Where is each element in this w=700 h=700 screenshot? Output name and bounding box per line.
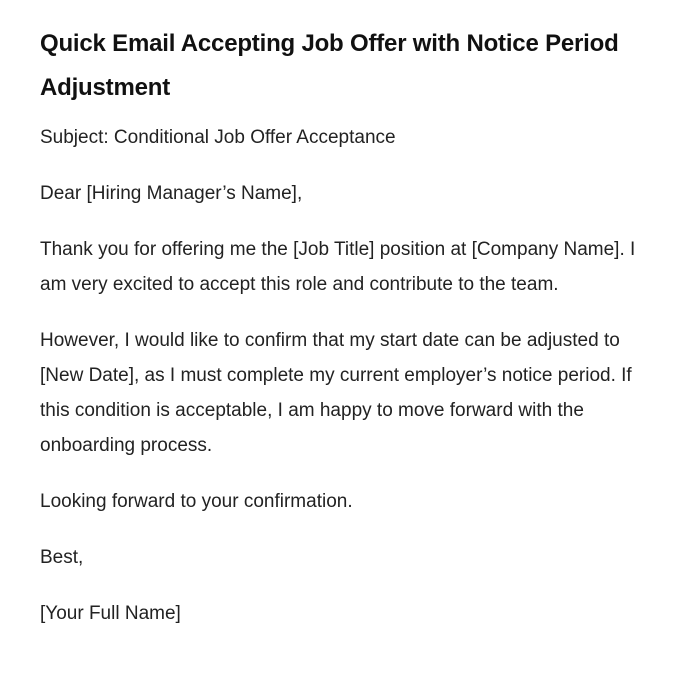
email-signoff: Best, xyxy=(40,547,84,568)
email-template-document xyxy=(40,22,640,631)
email-paragraph-acceptance: Thank you for offering me the [Job Title] position at [Company Name]. I am very excited to accept this role and contribute to the team. xyxy=(40,239,636,295)
email-signature: [Your Full Name] xyxy=(40,603,181,624)
email-subject: Subject: Conditional Job Offer Acceptance xyxy=(40,127,396,148)
email-greeting: Dear [Hiring Manager’s Name], xyxy=(40,183,303,204)
document-title: Quick Email Accepting Job Offer with Notice Period Adjustment xyxy=(40,30,619,101)
email-paragraph-notice-period: However, I would like to confirm that my start date can be adjusted to [New Date], as I must complete my current employer’s notice period. If this condition is acceptable, I am happy to move forward with the onboarding process. xyxy=(40,330,632,456)
email-closing-line: Looking forward to your confirmation. xyxy=(40,491,353,512)
